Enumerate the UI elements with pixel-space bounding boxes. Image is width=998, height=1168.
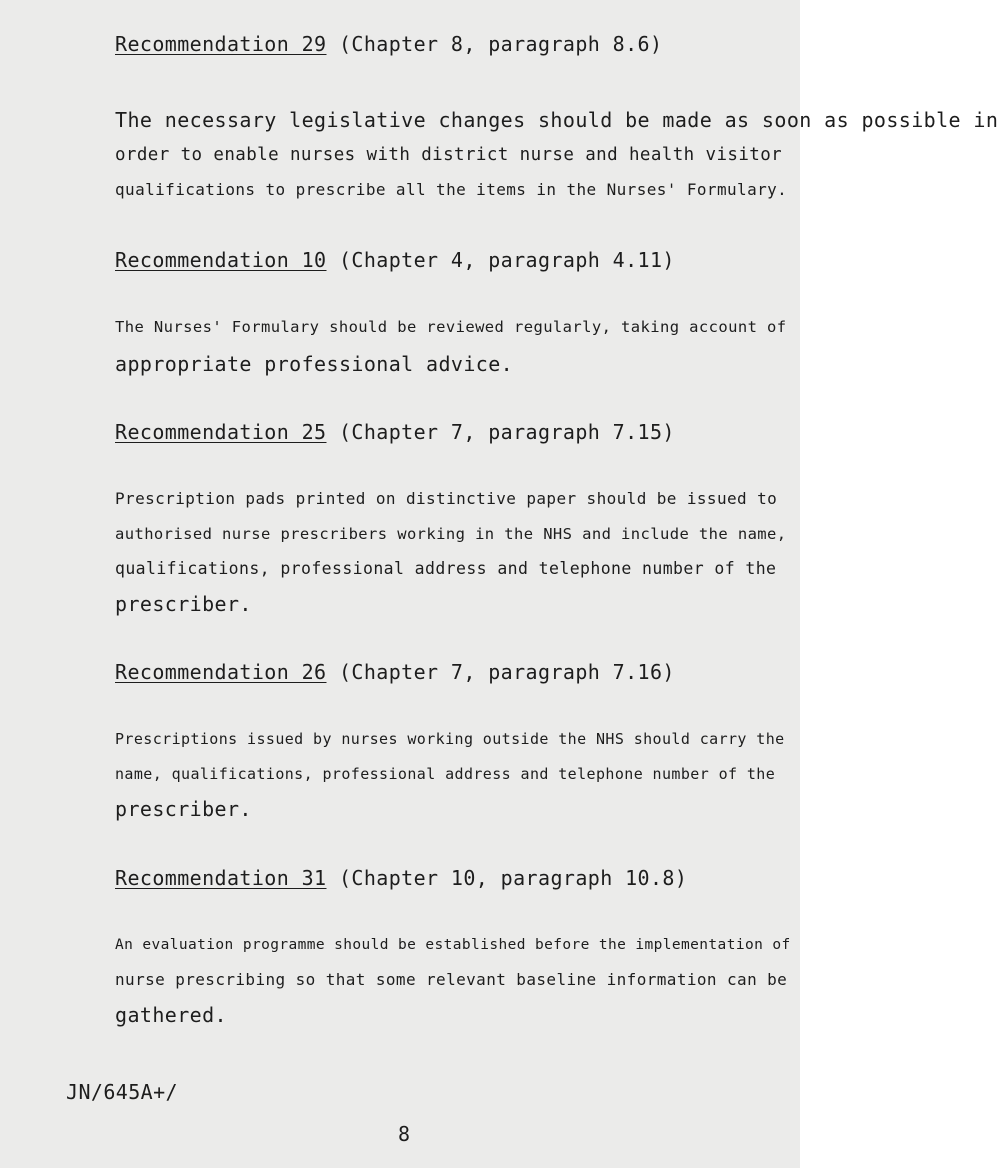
recommendation-text-line: prescriber. — [115, 797, 252, 821]
recommendation-heading — [115, 660, 675, 684]
recommendation-chapter-ref: (Chapter 8, paragraph 8.6) — [326, 32, 663, 56]
recommendation-heading — [115, 248, 675, 272]
page-number: 8 — [398, 1122, 411, 1146]
recommendation-text-line: prescriber. — [115, 592, 252, 616]
recommendation-number: Recommendation 25 — [115, 420, 327, 444]
recommendation-text-line: Prescriptions issued by nurses working outside the NHS should carry the — [115, 730, 785, 748]
recommendation-text-line: The necessary legislative changes should be made as soon as possible in — [115, 108, 998, 132]
recommendation-text-line: An evaluation programme should be established before the implementation of — [115, 937, 791, 953]
recommendation-number: Recommendation 10 — [115, 248, 327, 272]
recommendation-text-line: gathered. — [115, 1003, 227, 1027]
recommendation-heading — [115, 420, 675, 444]
recommendation-heading — [115, 32, 662, 56]
recommendation-text-line: appropriate professional advice. — [115, 352, 514, 376]
recommendation-text-line: name, qualifications, professional address and telephone number of the — [115, 765, 776, 783]
recommendation-chapter-ref: (Chapter 7, paragraph 7.16) — [326, 660, 675, 684]
recommendation-text-line: The Nurses' Formulary should be reviewed regularly, taking account of — [115, 318, 787, 336]
recommendation-chapter-ref: (Chapter 4, paragraph 4.11) — [326, 248, 675, 272]
recommendation-number: Recommendation 29 — [115, 32, 327, 56]
recommendation-number: Recommendation 26 — [115, 660, 327, 684]
recommendation-text-line: order to enable nurses with district nurse and health visitor — [115, 145, 783, 165]
recommendation-text-line: nurse prescribing so that some relevant baseline information can be — [115, 970, 788, 989]
recommendation-text-line: Prescription pads printed on distinctive paper should be issued to — [115, 489, 778, 508]
recommendation-chapter-ref: (Chapter 7, paragraph 7.15) — [326, 420, 675, 444]
recommendation-text-line: authorised nurse prescribers working in the NHS and include the name, — [115, 525, 787, 543]
recommendation-text-line: qualifications, professional address and telephone number of the — [115, 559, 777, 578]
recommendation-text-line: qualifications to prescribe all the items in the Nurses' Formulary. — [115, 180, 788, 199]
recommendation-heading — [115, 866, 687, 890]
recommendation-chapter-ref: (Chapter 10, paragraph 10.8) — [326, 866, 688, 890]
document-reference: JN/645A+/ — [66, 1080, 178, 1104]
recommendation-number: Recommendation 31 — [115, 866, 327, 890]
